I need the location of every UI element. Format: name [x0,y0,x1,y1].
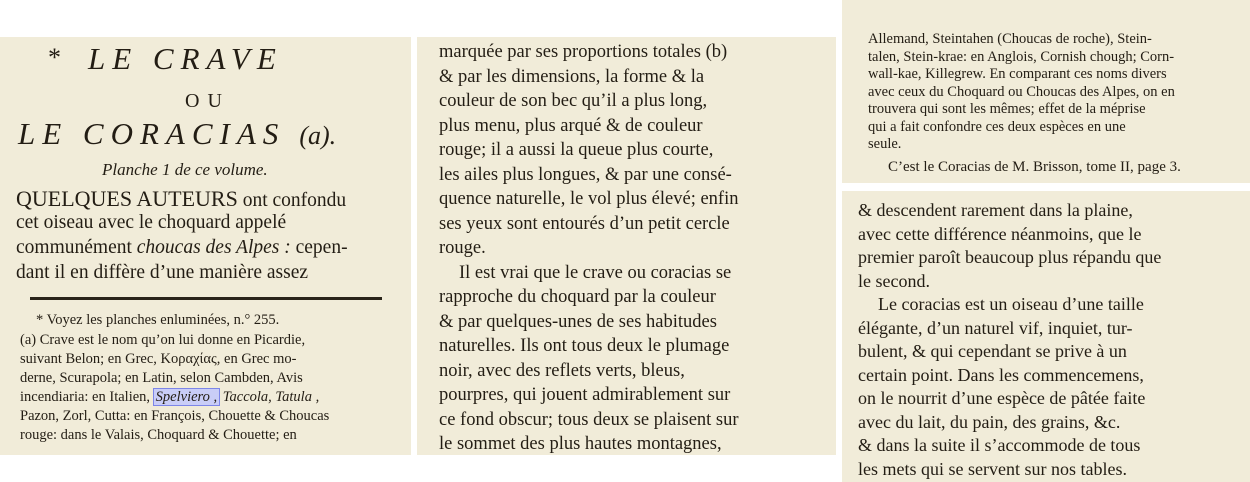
footnote-text: incendiaria: en Italien, [20,389,154,405]
text-line: & descendent rarement dans la plaine, [858,200,1133,220]
text-line: Il est vrai que le crave ou coracias se [459,262,732,283]
body-text: cepen- [290,237,348,258]
text-line: & par quelques-unes de ses habitudes [439,311,717,332]
text-line: seule. [868,136,902,152]
text-line: les ailes plus longues, & par une consé- [439,164,732,185]
title-le-coracias-line [18,118,336,149]
text-line: avec du lait, du pain, des grains, &c. [858,411,1121,432]
footnote-line-2: suivant Belon; en Grec, Κοραχίας, en Grec mo- [20,351,297,367]
text-line: avec ceux du Choquard ou Choucas des Alpes, on en [868,83,1175,100]
body-text: ont confondu [237,190,347,211]
page-fragment-footnote [842,0,1250,183]
text-line: avec cette différence néanmoins, que le [858,223,1142,244]
text-line: plus menu, plus arqué & de couleur [439,115,703,136]
page-fragment-right [842,191,1250,482]
plate-caption: Planche 1 de ce volume. [102,160,268,179]
text-line: & dans la suite il s’accommode de tous [858,435,1141,455]
title-le-coracias: LE CORACIAS [18,116,286,151]
footnote-line-6: rouge: dans le Valais, Choquard & Chouette; en [20,427,297,443]
body-text: communément [16,237,137,258]
text-line: ses yeux sont entourés d’un petit cercle [439,213,730,234]
body-line-1 [16,188,346,211]
text-line: le second. [858,270,930,291]
text-line: trouvera qui sont les mêmes; effet de la méprise [868,101,1146,117]
text-line: couleur de son bec qu’il a plus long, [439,91,708,111]
footnote-line-1: (a) Crave est le nom qu’on lui donne en Picardie, [20,332,306,348]
text-line: quence naturelle, le vol plus élevé; enfin [439,189,739,209]
separator-rule [30,297,382,300]
text-line: rouge. [439,238,486,258]
title-ou: OU [185,90,230,112]
text-line: marquée par ses proportions totales (b) [439,42,728,62]
text-line: bulent, & qui cependant se prive à un [858,341,1127,361]
text-line: talen, Stein-krae: en Anglois, Cornish chough; Corn- [868,48,1175,65]
text-line: Allemand, Steintahen (Choucas de roche), Stein- [868,31,1152,47]
reference-line: C’est le Coracias de M. Brisson, tome II, page 3. [888,159,1181,175]
footnote-line-4 [20,390,319,405]
text-line: qui a fait confondre ces deux espèces en une [868,118,1126,135]
footnote-star: * Voyez les planches enluminées, n.° 255. [36,312,280,328]
asterisk: * [48,43,61,72]
text-line: noir, avec des reflets verts, bleus, [439,360,685,381]
title-le-crave: LE CRAVE [88,41,283,76]
text-line: rapproche du choquard par la couleur [439,287,716,307]
highlighted-word[interactable]: Spelviero , [155,389,218,405]
text-line: ce fond obscur; tous deux se plaisent sur [439,409,739,430]
text-line: wall-kae, Killegrew. En comparant ces noms divers [868,66,1167,82]
text-line: les mets qui se servent sur nos tables. [858,458,1127,479]
text-line: élégante, d’un naturel vif, inquiet, tur- [858,317,1133,338]
footnote-line-5: Pazon, Zorl, Cutta: en François, Chouette & Choucas [20,408,330,424]
body-line-3 [16,238,348,258]
text-line: Le coracias est un oiseau d’une taille [878,294,1144,314]
text-line: on le nourrit d’une espèce de pâtée faite [858,388,1146,408]
page-fragment-middle [417,37,836,455]
text-line: certain point. Dans les commencemens, [858,364,1144,385]
footnote-line-3: derne, Scurapola; en Latin, selon Cambden, Avis [20,370,303,386]
text-line: premier paroît beaucoup plus répandu que [858,247,1162,267]
small-caps-opening: QUELQUES AUTEURS [16,186,238,211]
page-fragment-title [0,37,411,455]
text-line: pourpres, qui jouent admirablement sur [439,385,731,405]
body-italic: choucas des Alpes : [136,237,291,258]
text-line: le sommet des plus hautes montagnes, [439,434,722,454]
text-line: rouge; il a aussi la queue plus courte, [439,140,714,160]
text-line: & par les dimensions, la forme & la [439,66,705,87]
body-line-4: dant il en diffère d’une manière assez [16,262,309,283]
footnote-text: Taccola, Tatula , [219,389,320,405]
text-line: naturelles. Ils ont tous deux le plumage [439,336,730,356]
title-note: (a). [299,121,337,150]
body-line-2: cet oiseau avec le choquard appelé [16,212,287,233]
